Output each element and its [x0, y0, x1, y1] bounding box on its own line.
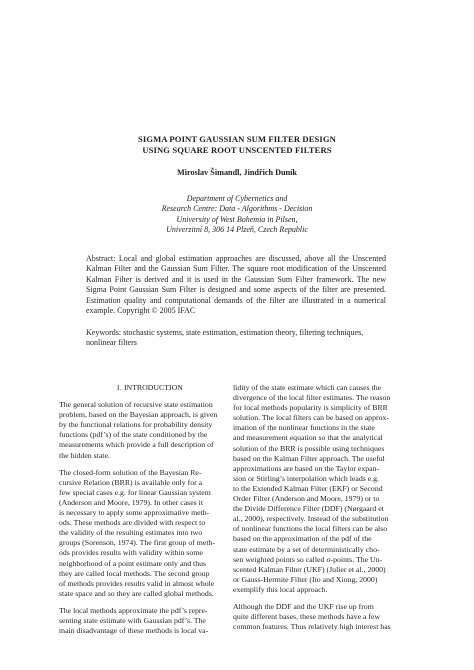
text-line: few special cases e.g. for linear Gaussian system — [59, 487, 211, 497]
affiliation-line: Research Centre: Data - Algorithms - Decision — [161, 204, 313, 214]
text-line: the hidden state. — [59, 450, 110, 460]
text-line: quite different bases, these methods have a few — [233, 612, 381, 622]
text-line: cursive Relation (BRR) is available only for a — [59, 477, 203, 487]
text-line: functions (pdf’s) of the state conditioned by the — [59, 430, 208, 440]
text-line: groups (Sorenson, 1974). The first group of meth- — [59, 538, 215, 548]
text-line: common features. Thus relatively high interest has — [233, 622, 391, 632]
text-line: Order Filter (Anderson and Moore, 1979) or to — [233, 494, 380, 504]
affiliation-line: Department of Cybernetics and — [186, 194, 288, 203]
text-line: solution. The local filters can be based on approx- — [233, 413, 389, 423]
text-line: sion or Stirling’s interpolation which leads e.g. — [233, 473, 379, 483]
text-line: ods provides results with validity within some — [59, 548, 203, 558]
authors: Miroslav Šimandl, Jindřich Duník — [177, 168, 297, 177]
text-line: the Divide Difference Filter (DDF) (Nørgaard et — [233, 504, 384, 514]
text-line: al., 2000), respectively. Instead of the substitution — [233, 514, 389, 524]
paper-title — [0, 134, 474, 156]
text-line: of nonlinear functions the local filters can be also — [233, 524, 388, 534]
text-line: measurements which provide a full description of — [59, 440, 214, 450]
text-line: by the functional relations for probability density — [59, 420, 213, 430]
abstract: Abstract: Local and global estimation approaches are discussed, above all the Unscented Kalman Filter and the Gaussian Sum Filter. The square root modification of the Unscented Kalman Filter is derived and it is used in the Gaussian Sum Filter framework. The new Sigma Point Gaussian Sum Filter is designed and some aspects of the filter are presented. Estimation quality and computational demands of the filter are illustrated in a numerical example. Copyright © 2005 IFAC — [86, 254, 386, 316]
text-line: Although the DDF and the UKF rise up from — [233, 601, 374, 611]
text-line: The local methods approximate the pdf’s repre- — [59, 605, 208, 615]
text-line: the validity of the resulting estimates into two — [59, 528, 203, 538]
text-line: solution of the BRR is possible using techniques — [233, 443, 385, 453]
title-line-2: USING SQUARE ROOT UNSCENTED FILTERS — [142, 145, 332, 155]
text-line: sen weighted points so called σ-points. The Un- — [233, 554, 383, 564]
right-column — [233, 383, 414, 639]
title-line-1: SIGMA POINT GAUSSIAN SUM FILTER DESIGN — [138, 134, 336, 144]
text-line: and measurement equation so that the analytical — [233, 433, 383, 443]
affiliation-line: Univerzitní 8, 306 14 Plzeň, Czech Republic — [166, 225, 308, 235]
text-line: imation of the nonlinear functions in the state — [233, 423, 375, 433]
affiliation-line: University of West Bohemia in Pilsen, — [176, 214, 298, 224]
text-line: state space and so they are called global methods. — [59, 588, 214, 598]
body-paragraph — [233, 602, 414, 632]
affiliation — [0, 194, 474, 236]
text-line: for local methods popularity is simplicity of BRR — [233, 403, 388, 413]
text-line: they are called local methods. The second group — [59, 568, 210, 578]
text-line: based on the Kalman Filter approach. The useful — [233, 453, 385, 463]
section-heading: 1. INTRODUCTION — [116, 383, 183, 392]
text-line: state estimate by a set of deterministically cho- — [233, 544, 380, 554]
text-line: approximations are based on the Taylor expan- — [233, 463, 380, 473]
text-line: The general solution of recursive state estimation — [59, 400, 213, 410]
body-paragraph — [59, 468, 240, 599]
left-column — [59, 383, 240, 643]
text-line: senting state estimate with Gaussian pdf’s. The — [59, 615, 206, 625]
text-line: of methods provides results valid in almost whole — [59, 578, 215, 588]
text-line: ods. These methods are divided with respect to — [59, 518, 206, 528]
text-line: exemplify this local approach. — [233, 584, 328, 594]
text-line: or Gauss-Hermite Filter (Ito and Xiong, 2000) — [233, 574, 378, 584]
text-line: The closed-form solution of the Bayesian Re- — [59, 467, 202, 477]
text-line: neighborhood of a point estimate only and thus — [59, 558, 207, 568]
text-line: problem, based on the Bayesian approach, is given — [59, 410, 218, 420]
text-line: (Anderson and Moore, 1979). In other cases it — [59, 497, 203, 507]
keywords: Keywords: stochastic systems, state estimation, estimation theory, filtering techniques, nonlinear filters — [86, 328, 364, 348]
text-line: based on the approximation of the pdf of the — [233, 534, 372, 544]
text-line: to the Extended Kalman Filter (EKF) or Second — [233, 483, 383, 493]
text-line: lidity of the state estimate which can causes the — [233, 383, 382, 392]
body-paragraph — [59, 606, 240, 636]
text-line: main disadvantage of these methods is local va- — [59, 626, 209, 636]
body-paragraph — [59, 400, 240, 461]
body-paragraph — [233, 383, 414, 595]
text-line: divergence of the local filter estimates. The reason — [233, 393, 391, 403]
text-line: is necessary to apply some approximative meth- — [59, 508, 210, 518]
text-line: scented Kalman Filter (UKF) (Julier et al., 2000) — [233, 564, 386, 574]
